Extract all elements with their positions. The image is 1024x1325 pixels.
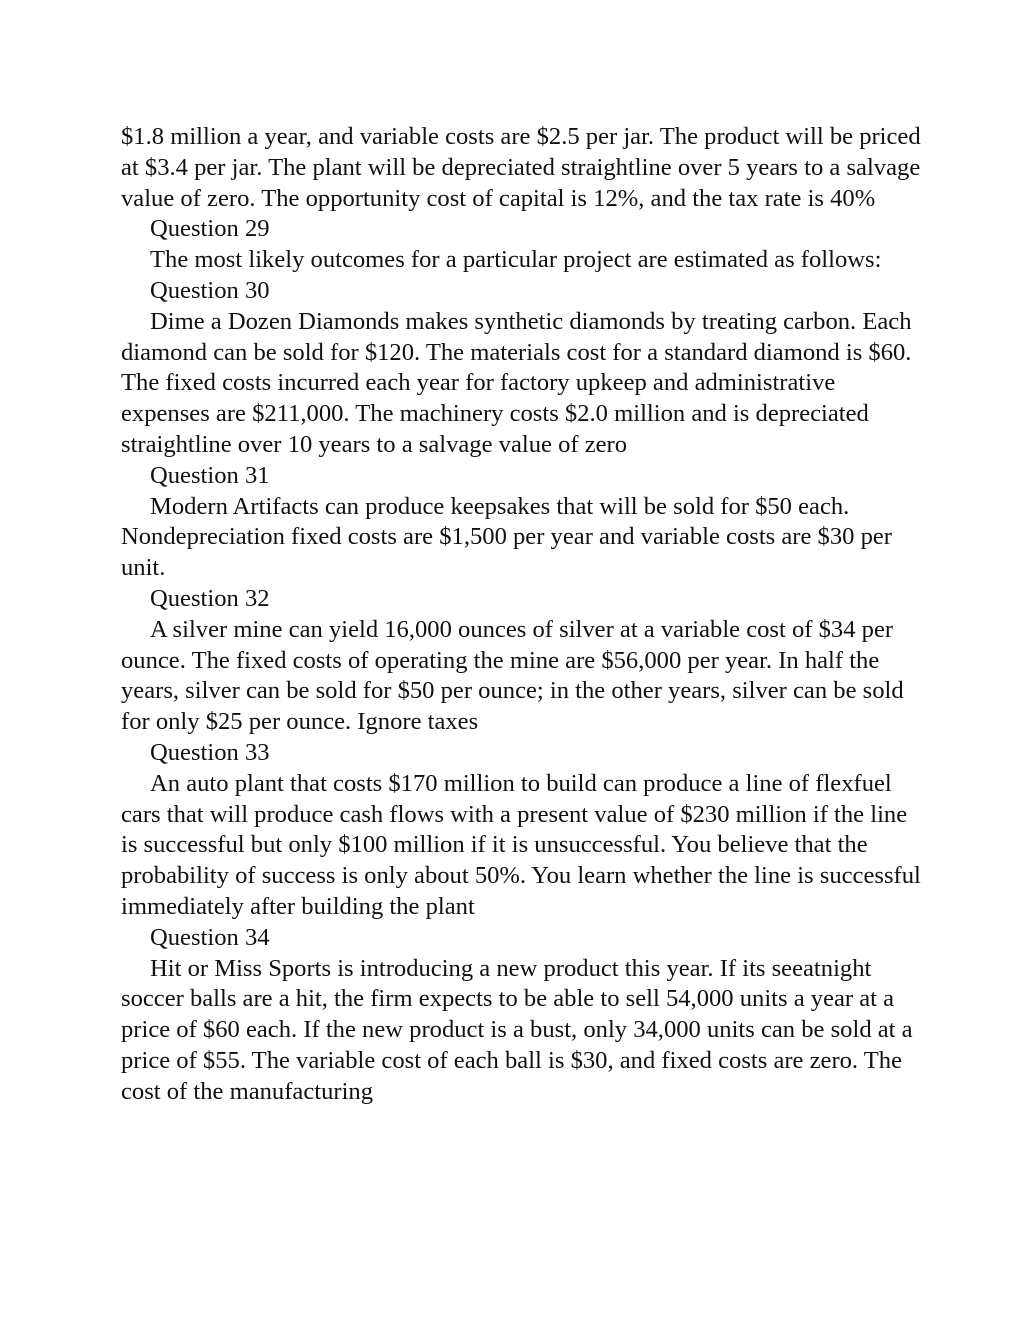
question-32-text: A silver mine can yield 16,000 ounces of silver at a variable cost of $34 per ounce. The fixed costs of operating the mine are $56,000 per year. In half the years, silver can be sold for $50 per ounce; in the other years, silver can be sold for only $25 per ounce. Ignore taxes (121, 615, 904, 736)
question-34-heading: Question 34 (150, 923, 270, 951)
question-33-text: An auto plant that costs $170 million to build can produce a line of flexfuel cars that will produce cash flows with a present value of $230 million if the line is successful but only $100 million if it is unsuccessful. You believe that the probability of success is only about 50%. You learn whether the line is successful immediately after building the plant (121, 769, 921, 920)
continuation-text: $1.8 million a year, and variable costs are $2.5 per jar. The product will be priced at $3.4 per jar. The plant will be depreciated straightline over 5 years to a salvage value of zero. The opportunity cost of capital is 12%, and the tax rate is 40% (121, 123, 921, 212)
question-29-text: The most likely outcomes for a particular project are estimated as follows: (150, 246, 882, 274)
question-29-heading: Question 29 (150, 215, 270, 243)
question-34-text: Hit or Miss Sports is introducing a new product this year. If its seeatnight soccer balls are a hit, the firm expects to be able to sell 54,000 units a year at a price of $60 each. If the new product is a bust, only 34,000 units can be sold at a price of $55. The variable cost of each ball is $30, and fixed costs are zero. The cost of the manufacturing (121, 954, 913, 1105)
question-33-heading: Question 33 (150, 738, 270, 766)
question-32-heading: Question 32 (150, 584, 270, 612)
question-30-heading: Question 30 (150, 276, 270, 304)
question-31-text: Modern Artifacts can produce keepsakes that will be sold for $50 each. Nondepreciation fixed costs are $1,500 per year and variable costs are $30 per unit. (121, 492, 892, 582)
document-page (121, 122, 921, 1108)
question-31-heading: Question 31 (150, 461, 270, 489)
question-30-text: Dime a Dozen Diamonds makes synthetic diamonds by treating carbon. Each diamond can be sold for $120. The materials cost for a standard diamond is $60. The fixed costs incurred each year for factory upkeep and administrative expenses are $211,000. The machinery costs $2.0 million and is depreciated straightline over 10 years to a salvage value of zero (121, 307, 912, 458)
